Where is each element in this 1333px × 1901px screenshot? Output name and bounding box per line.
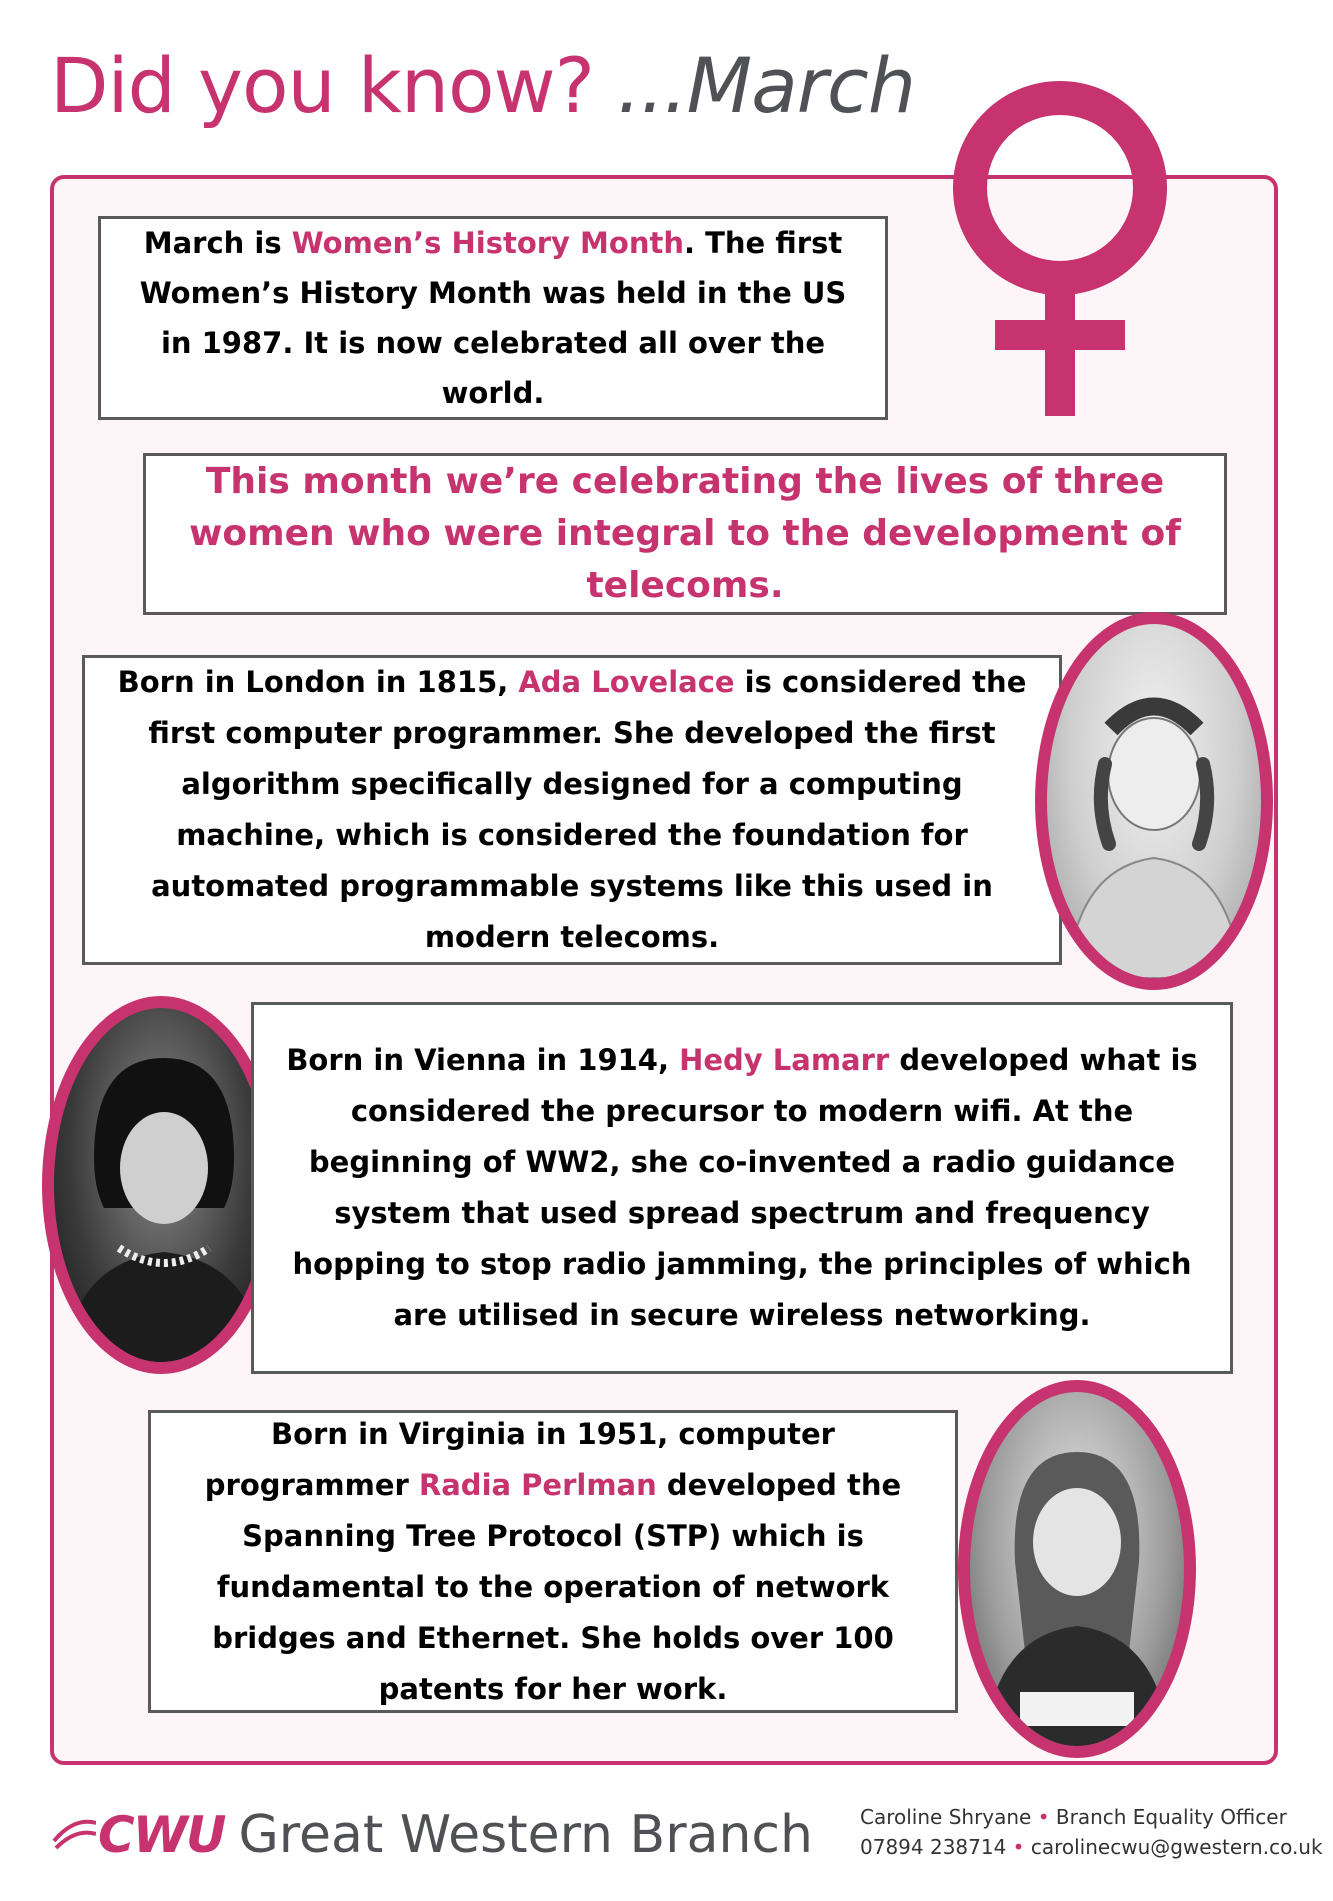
- branch-name: Great Western Branch: [238, 1805, 813, 1865]
- contact-email: carolinecwu@gwestern.co.uk: [1030, 1835, 1323, 1859]
- contact-info: [860, 1802, 1323, 1862]
- woman-card-ada: [82, 655, 1062, 965]
- woman-bio: Born in Virginia in 1951, computer programmer Radia Perlman developed the Spanning Tree Protocol (STP) which is fundamental to the operation of network bridges and Ethernet. She holds over 100 patents for her work.: [204, 1416, 902, 1706]
- intro-text: March is Women’s History Month. The first Women’s History Month was held in the US in 1987. It is now celebrated all over the world.: [139, 226, 847, 410]
- contact-name: Caroline Shryane: [860, 1805, 1032, 1829]
- woman-name: Radia Perlman: [418, 1467, 657, 1502]
- venus-symbol-icon: [940, 80, 1180, 420]
- woman-name: Hedy Lamarr: [679, 1043, 890, 1077]
- woman-card-hedy: [251, 1002, 1233, 1374]
- portrait-ada-lovelace: [1035, 612, 1273, 990]
- contact-role: Branch Equality Officer: [1055, 1805, 1287, 1829]
- portrait-hedy-lamarr: [42, 996, 280, 1374]
- page-title: [50, 41, 915, 130]
- woman-name: Ada Lovelace: [518, 665, 735, 699]
- cwu-logo: [52, 1800, 813, 1870]
- tagline-text: This month we’re celebrating the lives of three women who were integral to the development of telecoms.: [189, 461, 1181, 606]
- tagline-box: [143, 453, 1227, 615]
- contact-phone: 07894 238714: [860, 1835, 1007, 1859]
- portrait-radia-image: [970, 1392, 1184, 1746]
- title-month: ...March: [594, 41, 915, 130]
- woman-bio: Born in London in 1815, Ada Lovelace is considered the first computer programmer. She developed the first algorithm specifically designed for a computing machine, which is considered the foundation for automated programmable systems like this used in modern telecoms.: [117, 665, 1027, 954]
- portrait-radia-perlman: [958, 1380, 1196, 1758]
- intro-highlight: Women’s History Month: [291, 226, 684, 260]
- contact-line-1: Caroline Shryane • Branch Equality Officer: [860, 1805, 1287, 1829]
- title-did-you-know: Did you know?: [50, 41, 595, 130]
- woman-bio: Born in Vienna in 1914, Hedy Lamarr developed what is considered the precursor to modern wifi. At the beginning of WW2, she co-invented a radio guidance system that used spread spectrum and frequency hopping to stop radio jamming, the principles of which are utilised in secure wireless networking.: [286, 1043, 1198, 1332]
- woman-card-radia: [148, 1410, 958, 1713]
- swoosh-icon: [52, 1815, 96, 1855]
- cwu-logo-text: CWU: [98, 1806, 225, 1864]
- portrait-hedy-image: [54, 1008, 268, 1362]
- contact-line-2: 07894 238714 • carolinecwu@gwestern.co.uk: [860, 1835, 1323, 1859]
- intro-box: [98, 216, 888, 420]
- portrait-ada-image: [1047, 624, 1261, 978]
